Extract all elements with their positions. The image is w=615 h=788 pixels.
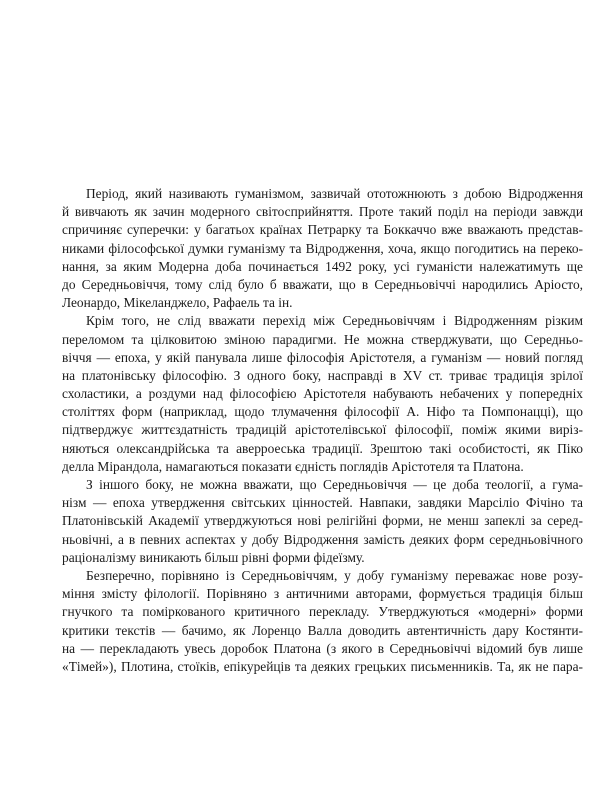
paragraph-1-line-5: нання, за яким Модерна доба починається 1492 року, усі гуманісти належатимуть ще (62, 258, 583, 274)
paragraph-3-line-2: нізм — епоха утвердження світських цінностей. Навпаки, завдяки Марсіліо Фічіно та (62, 495, 583, 511)
paragraph-1-line-7: Леонардо, Мікеланджело, Рафаель та ін. (62, 295, 293, 311)
paragraph-2-line-6: століттях форм (наприклад, щодо тлумачення філософії А. Ніфо та Помпонацці), що (62, 404, 583, 420)
paragraph-2-line-5: схоластики, а роздуми над філософією Арістотеля набувають небачених у попередніх (62, 386, 583, 402)
paragraph-2-line-8: няються олександрійська та аверроеська традиції. Зрештою такі особистості, як Піко (62, 440, 583, 456)
paragraph-1-line-6: до Середньовіччя, тому слід було б вважати, що в Середньовіччі народились Аріосто, (62, 276, 583, 292)
paragraph-2-line-4: на платонівську філософію. З одного боку, насправді в XV ст. триває традиція зрілої (62, 367, 583, 383)
paragraph-2-line-9: делла Мірандола, намагаються показати єдність поглядів Арістотеля та Платона. (62, 458, 524, 474)
paragraph-1-line-1: Період, який називають гуманізмом, зазвичай ототожнюють з добою Відродження (86, 186, 583, 201)
paragraph-1-line-4: никами філософської думки гуманізму та Відродження, хоча, якщо погодитись на переко- (62, 240, 583, 256)
paragraph-3-line-1: З іншого боку, не можна вважати, що Середньовіччя — це доба теології, а гума- (86, 477, 583, 492)
paragraph-4-line-3: гнучкого та поміркованого критичного перекладу. Утверджуються «модерні» форми (62, 604, 583, 620)
paragraph-4-line-4: критики текстів — бачимо, як Лоренцо Валла доводить автентичність дару Костянти- (62, 622, 583, 638)
paragraph-2-line-7: підтверджує життєздатність традицій арістотелівської філософії, поміж якими виріз- (62, 422, 583, 438)
paragraph-2-line-2: переломом та цілковитою зміною парадигми. Не можна стверджувати, що Середньо- (62, 331, 583, 347)
paragraph-3-line-3: Платонівській Академії утверджуються нові релігійні форми, не менш запеклі за серед- (62, 513, 583, 529)
paragraph-2-line-3: віччя — епоха, у якій панувала лише філософія Арістотеля, а гуманізм — новий погляд (62, 349, 583, 365)
paragraph-3-line-5: раціоналізму виникають більш рівні форми фідеїзму. (62, 549, 365, 565)
paragraph-3-line-4: ньовічні, а в певних аспектах у добу Відродження замість деяких форм середньовічного (62, 531, 583, 547)
paragraph-4-line-1: Безперечно, порівняно із Середньовіччям, у добу гуманізму переважає нове розу- (86, 567, 583, 583)
body-text (62, 185, 583, 676)
paragraph-4-line-2: міння змісту філології. Порівняно з античними авторами, формується традиція більш (62, 586, 583, 602)
paragraph-4-line-5: на — перекладають увесь доробок Платона (з якого в Середньовіччі відомий був лише (62, 640, 583, 656)
paragraph-4-line-6: «Тімей»), Плотина, стоїків, епікурейців та деяких грецьких письменників. Та, як не пара- (62, 658, 583, 674)
paragraph-1-line-2: й вивчають як зачин модерного світосприйняття. Проте такий поділ на періоди завжди (62, 204, 583, 220)
paragraph-2-line-1: Крім того, не слід вважати перехід між Середньовіччям і Відродженням різким (86, 313, 583, 329)
paragraph-1-line-3: спричиняє суперечки: у багатьох країнах Петрарку та Боккаччо вже вважають представ- (62, 222, 583, 238)
